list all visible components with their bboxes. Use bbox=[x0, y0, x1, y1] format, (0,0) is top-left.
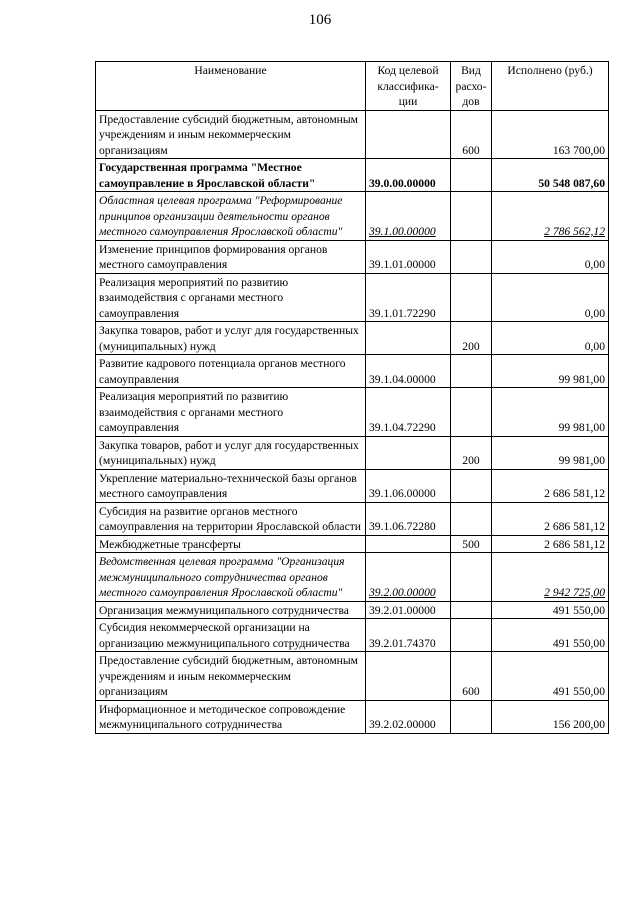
row-sum-cell: 0,00 bbox=[492, 273, 609, 322]
table-row bbox=[96, 535, 609, 553]
row-vid-cell bbox=[451, 355, 492, 388]
row-vid-cell bbox=[451, 601, 492, 619]
row-code-cell: 39.1.00.00000 bbox=[366, 192, 451, 241]
row-sum-cell: 99 981,00 bbox=[492, 436, 609, 469]
row-vid-cell: 600 bbox=[451, 652, 492, 701]
row-code-cell bbox=[366, 535, 451, 553]
row-sum-cell: 2 786 562,12 bbox=[492, 192, 609, 241]
row-name-cell: Государственная программа "Местное самоуправление в Ярославской области" bbox=[96, 159, 366, 192]
header-sum: Исполнено (руб.) bbox=[492, 62, 609, 111]
row-vid-cell bbox=[451, 700, 492, 733]
header-code: Код целевой классифика-ции bbox=[366, 62, 451, 111]
row-vid-cell bbox=[451, 502, 492, 535]
table-row bbox=[96, 619, 609, 652]
row-sum-cell: 99 981,00 bbox=[492, 355, 609, 388]
row-sum-cell: 163 700,00 bbox=[492, 110, 609, 159]
row-vid-cell bbox=[451, 469, 492, 502]
row-vid-cell bbox=[451, 553, 492, 602]
table-row bbox=[96, 240, 609, 273]
row-sum-cell: 491 550,00 bbox=[492, 652, 609, 701]
row-code-cell: 39.2.02.00000 bbox=[366, 700, 451, 733]
table-row bbox=[96, 110, 609, 159]
row-vid-cell bbox=[451, 240, 492, 273]
row-name-cell: Областная целевая программа "Реформирование принципов организации деятельности органов местного самоуправления Ярославской области" bbox=[96, 192, 366, 241]
table-row bbox=[96, 601, 609, 619]
row-vid-cell: 500 bbox=[451, 535, 492, 553]
row-code-cell bbox=[366, 322, 451, 355]
row-sum-cell: 2 686 581,12 bbox=[492, 502, 609, 535]
row-name-cell: Реализация мероприятий по развитию взаимодействия с органами местного самоуправления bbox=[96, 273, 366, 322]
table-header-row bbox=[96, 62, 609, 111]
budget-table bbox=[95, 61, 609, 734]
row-vid-cell bbox=[451, 192, 492, 241]
row-code-cell: 39.2.00.00000 bbox=[366, 553, 451, 602]
row-name-cell: Развитие кадрового потенциала органов местного самоуправления bbox=[96, 355, 366, 388]
row-code-cell: 39.1.01.72290 bbox=[366, 273, 451, 322]
row-vid-cell bbox=[451, 619, 492, 652]
row-sum-cell: 0,00 bbox=[492, 322, 609, 355]
row-code-cell: 39.1.01.00000 bbox=[366, 240, 451, 273]
row-name-cell: Закупка товаров, работ и услуг для государственных (муниципальных) нужд bbox=[96, 436, 366, 469]
row-vid-cell: 200 bbox=[451, 436, 492, 469]
row-sum-cell: 0,00 bbox=[492, 240, 609, 273]
row-name-cell: Закупка товаров, работ и услуг для государственных (муниципальных) нужд bbox=[96, 322, 366, 355]
row-code-cell bbox=[366, 110, 451, 159]
row-sum-cell: 491 550,00 bbox=[492, 601, 609, 619]
row-name-cell: Предоставление субсидий бюджетным, автономным учреждениям и иным некоммерческим организациям bbox=[96, 652, 366, 701]
row-sum-cell: 50 548 087,60 bbox=[492, 159, 609, 192]
row-code-cell bbox=[366, 436, 451, 469]
row-vid-cell: 600 bbox=[451, 110, 492, 159]
row-code-cell bbox=[366, 652, 451, 701]
table-row bbox=[96, 273, 609, 322]
row-name-cell: Реализация мероприятий по развитию взаимодействия с органами местного самоуправления bbox=[96, 388, 366, 437]
table-row bbox=[96, 388, 609, 437]
row-vid-cell: 200 bbox=[451, 322, 492, 355]
row-vid-cell bbox=[451, 388, 492, 437]
table-row bbox=[96, 469, 609, 502]
table-body bbox=[96, 110, 609, 733]
table-row bbox=[96, 159, 609, 192]
row-name-cell: Межбюджетные трансферты bbox=[96, 535, 366, 553]
table-row bbox=[96, 322, 609, 355]
row-name-cell: Субсидия на развитие органов местного самоуправления на территории Ярославской области bbox=[96, 502, 366, 535]
row-code-cell: 39.2.01.00000 bbox=[366, 601, 451, 619]
row-vid-cell bbox=[451, 159, 492, 192]
table-row bbox=[96, 502, 609, 535]
row-sum-cell: 99 981,00 bbox=[492, 388, 609, 437]
row-vid-cell bbox=[451, 273, 492, 322]
table-row bbox=[96, 192, 609, 241]
row-code-cell: 39.1.04.00000 bbox=[366, 355, 451, 388]
page-number: 106 bbox=[308, 12, 332, 28]
table-row bbox=[96, 652, 609, 701]
row-code-cell: 39.0.00.00000 bbox=[366, 159, 451, 192]
row-name-cell: Изменение принципов формирования органов местного самоуправления bbox=[96, 240, 366, 273]
header-name: Наименование bbox=[96, 62, 366, 111]
row-code-cell: 39.2.01.74370 bbox=[366, 619, 451, 652]
row-sum-cell: 491 550,00 bbox=[492, 619, 609, 652]
row-code-cell: 39.1.06.72280 bbox=[366, 502, 451, 535]
row-name-cell: Предоставление субсидий бюджетным, автономным учреждениям и иным некоммерческим организациям bbox=[96, 110, 366, 159]
table-row bbox=[96, 355, 609, 388]
row-name-cell: Организация межмуниципального сотрудничества bbox=[96, 601, 366, 619]
row-name-cell: Субсидия некоммерческой организации на организацию межмуниципального сотрудничества bbox=[96, 619, 366, 652]
row-sum-cell: 156 200,00 bbox=[492, 700, 609, 733]
table-row bbox=[96, 436, 609, 469]
row-sum-cell: 2 686 581,12 bbox=[492, 535, 609, 553]
row-code-cell: 39.1.06.00000 bbox=[366, 469, 451, 502]
row-code-cell: 39.1.04.72290 bbox=[366, 388, 451, 437]
row-name-cell: Ведомственная целевая программа "Организация межмуниципального сотрудничества органов местного самоуправления Ярославской области" bbox=[96, 553, 366, 602]
row-sum-cell: 2 686 581,12 bbox=[492, 469, 609, 502]
row-name-cell: Укрепление материально-технической базы органов местного самоуправления bbox=[96, 469, 366, 502]
table-row bbox=[96, 700, 609, 733]
row-sum-cell: 2 942 725,00 bbox=[492, 553, 609, 602]
table-row bbox=[96, 553, 609, 602]
header-vid: Вид расхо-дов bbox=[451, 62, 492, 111]
row-name-cell: Информационное и методическое сопровождение межмуниципального сотрудничества bbox=[96, 700, 366, 733]
